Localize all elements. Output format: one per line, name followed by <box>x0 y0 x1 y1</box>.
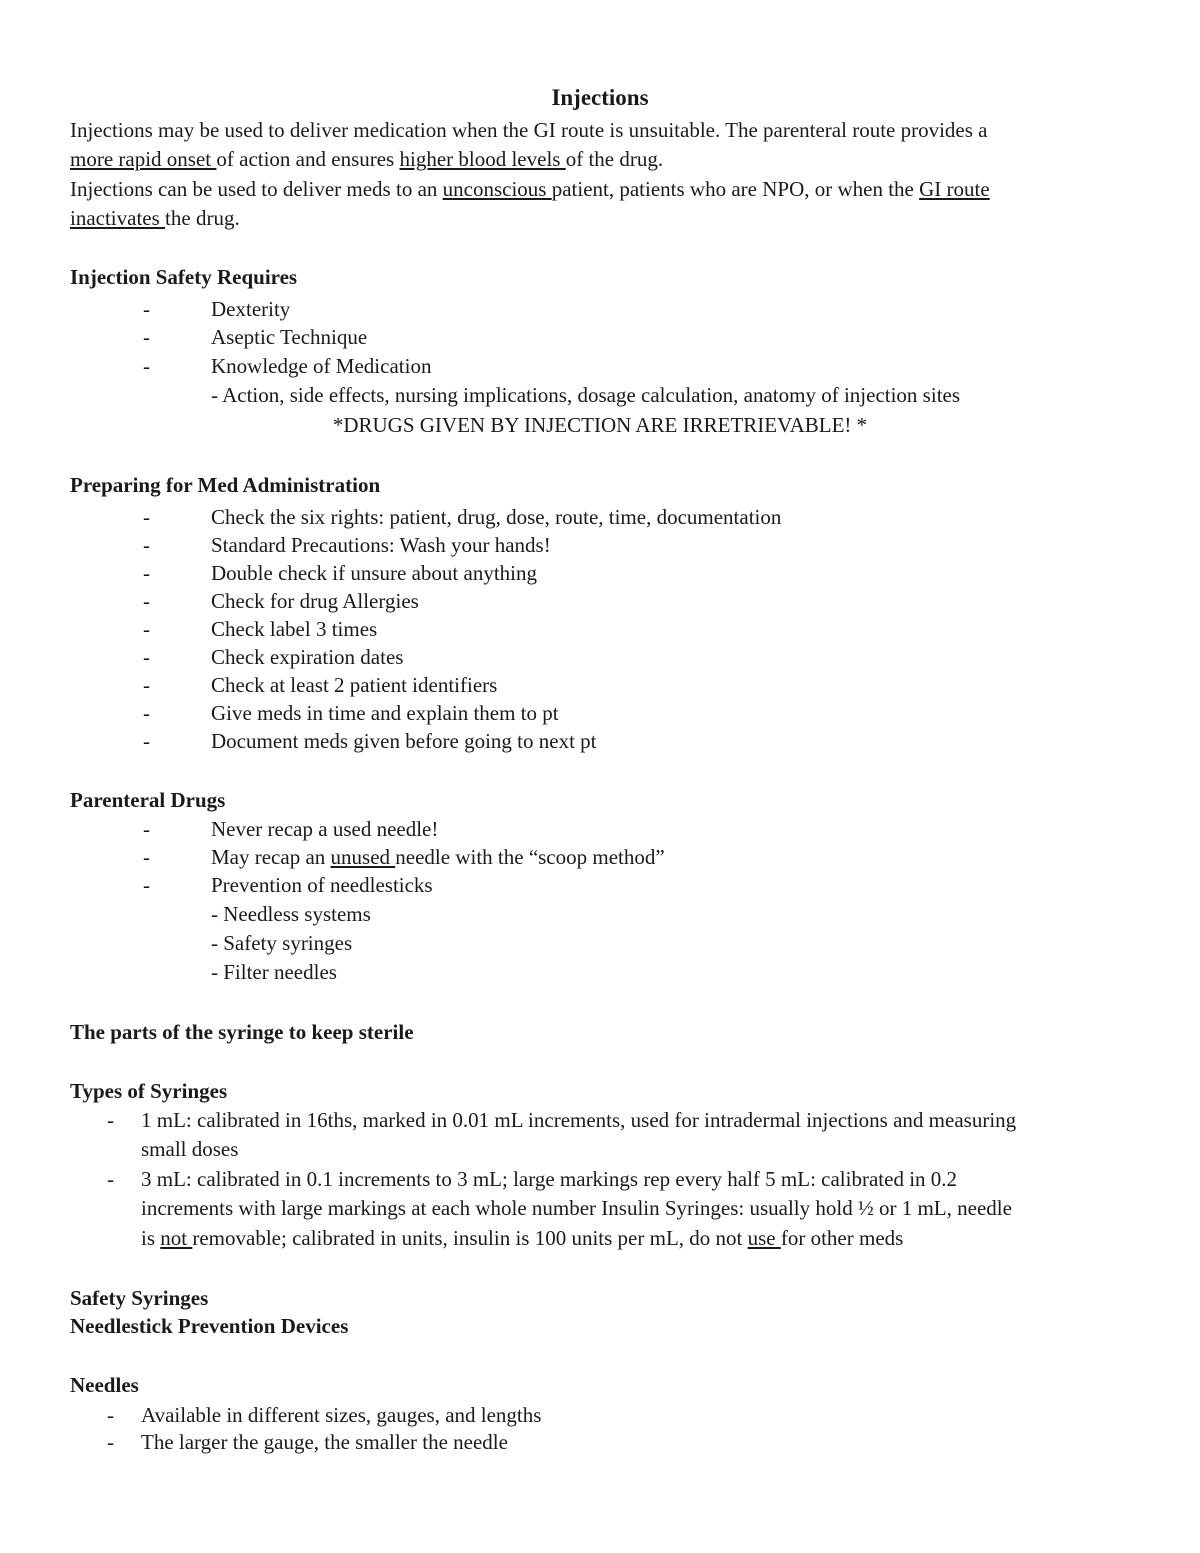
underlined-text: unused <box>330 845 396 869</box>
bullet-dash: - <box>143 701 150 725</box>
bullet-dash: - <box>143 729 150 753</box>
bullet-dash: - <box>107 1430 114 1454</box>
item-text: May recap an <box>211 845 331 869</box>
underlined-text: more rapid onset <box>70 147 217 171</box>
safety-item: Aseptic Technique <box>211 325 368 349</box>
preparing-item: Standard Precautions: Wash your hands! <box>211 533 551 557</box>
underlined-text: inactivates <box>70 206 166 230</box>
bullet-dash: - <box>143 845 150 869</box>
preparing-item: Check at least 2 patient identifiers <box>211 673 498 697</box>
parenteral-item: Never recap a used needle! <box>211 817 439 841</box>
needlestick-heading: Needlestick Prevention Devices <box>70 1314 349 1338</box>
intro-text: Injections can be used to deliver meds to an <box>70 177 443 201</box>
item-text: needle with the “scoop method” <box>395 845 665 869</box>
item-text: for other meds <box>780 1226 904 1250</box>
bullet-dash: - <box>143 589 150 613</box>
bullet-dash: - <box>107 1167 114 1191</box>
bullet-dash: - <box>143 561 150 585</box>
safety-heading: Injection Safety Requires <box>70 265 298 289</box>
sterile-heading: The parts of the syringe to keep sterile <box>70 1020 414 1044</box>
types-heading: Types of Syringes <box>70 1079 228 1103</box>
bullet-dash: - <box>107 1108 114 1132</box>
bullet-dash: - <box>143 617 150 641</box>
preparing-item: Give meds in time and explain them to pt <box>211 701 559 725</box>
intro-text: of the drug. <box>565 147 664 171</box>
bullet-dash: - <box>143 817 150 841</box>
syringe-type-line <box>141 1224 903 1252</box>
needles-item: Available in different sizes, gauges, and lengths <box>141 1403 542 1427</box>
parenteral-item <box>211 843 665 871</box>
parenteral-subitem: - Filter needles <box>211 960 337 984</box>
intro-line-4 <box>70 204 240 232</box>
intro-text: patient, patients who are NPO, or when the <box>551 177 920 201</box>
syringe-type-line: small doses <box>141 1137 239 1161</box>
parenteral-subitem: - Needless systems <box>211 902 371 926</box>
preparing-item: Check the six rights: patient, drug, dose, route, time, documentation <box>211 505 782 529</box>
intro-line-1: Injections may be used to deliver medication when the GI route is unsuitable. The parenteral route provides a <box>70 118 988 142</box>
preparing-item: Check expiration dates <box>211 645 404 669</box>
preparing-item: Document meds given before going to next pt <box>211 729 597 753</box>
item-text: removable; calibrated in units, insulin is 100 units per mL, do not <box>192 1226 748 1250</box>
intro-text: of action and ensures <box>216 147 400 171</box>
bullet-dash: - <box>143 297 150 321</box>
underlined-text: unconscious <box>442 177 552 201</box>
underlined-text: GI route <box>919 177 990 201</box>
underlined-text: not <box>160 1226 193 1250</box>
safety-item: Knowledge of Medication <box>211 354 432 378</box>
parenteral-heading: Parenteral Drugs <box>70 788 226 812</box>
safety-syringes-heading: Safety Syringes <box>70 1286 209 1310</box>
syringe-type-line: increments with large markings at each whole number Insulin Syringes: usually hold ½ or 1 mL, needle <box>141 1196 1012 1220</box>
intro-line-2 <box>70 145 663 173</box>
bullet-dash: - <box>143 533 150 557</box>
safety-subitem: - Action, side effects, nursing implications, dosage calculation, anatomy of injection sites <box>211 383 961 407</box>
irretrievable-warning: *DRUGS GIVEN BY INJECTION ARE IRRETRIEVABLE! * <box>332 413 868 437</box>
bullet-dash: - <box>143 505 150 529</box>
underlined-text: higher blood levels <box>399 147 566 171</box>
preparing-item: Check for drug Allergies <box>211 589 419 613</box>
bullet-dash: - <box>143 873 150 897</box>
underlined-text: use <box>747 1226 781 1250</box>
item-text: is <box>141 1226 161 1250</box>
needles-heading: Needles <box>70 1373 139 1397</box>
bullet-dash: - <box>143 354 150 378</box>
needles-item: The larger the gauge, the smaller the needle <box>141 1430 508 1454</box>
bullet-dash: - <box>107 1403 114 1427</box>
intro-line-3 <box>70 175 990 203</box>
intro-text: the drug. <box>165 206 240 230</box>
document-title: Injections <box>551 85 649 110</box>
syringe-type-line: 1 mL: calibrated in 16ths, marked in 0.01 mL increments, used for intradermal injections and measuring <box>141 1108 1017 1132</box>
preparing-heading: Preparing for Med Administration <box>70 473 381 497</box>
bullet-dash: - <box>143 673 150 697</box>
parenteral-item: Prevention of needlesticks <box>211 873 433 897</box>
safety-item: Dexterity <box>211 297 291 321</box>
bullet-dash: - <box>143 645 150 669</box>
syringe-type-line: 3 mL: calibrated in 0.1 increments to 3 mL; large markings rep every half 5 mL: calibrated in 0.2 <box>141 1167 958 1191</box>
parenteral-subitem: - Safety syringes <box>211 931 353 955</box>
bullet-dash: - <box>143 325 150 349</box>
preparing-item: Double check if unsure about anything <box>211 561 537 585</box>
preparing-item: Check label 3 times <box>211 617 378 641</box>
